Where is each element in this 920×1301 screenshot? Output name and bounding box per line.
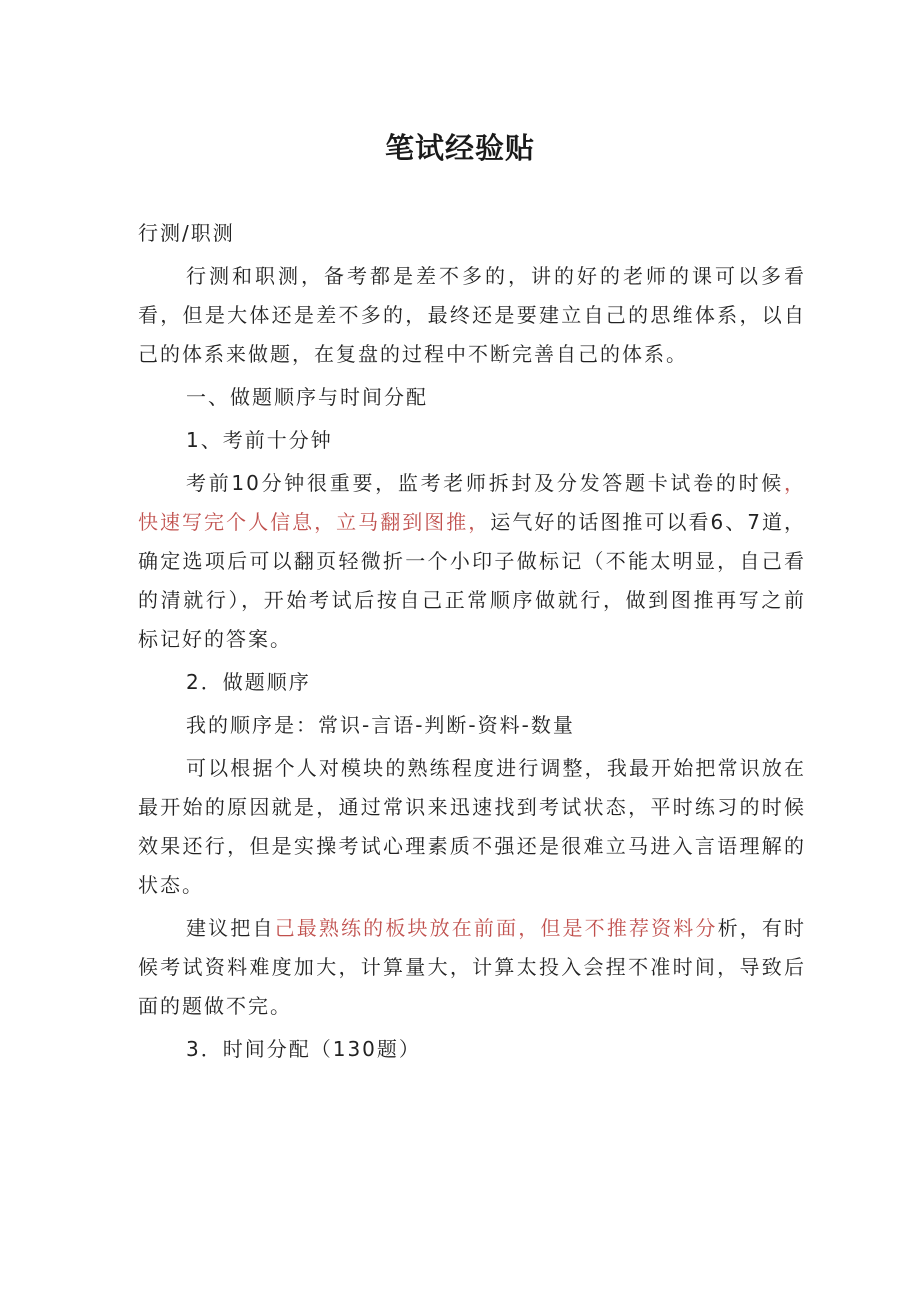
- document-body: [138, 214, 806, 1073]
- paragraph-ten-minutes-text-b: 运气好的话图推可以看6、7道，确定选项后可以翻页轻微折一个小印子做标记（不能太明显，自己看的清就行），开始考试后按自己正常顺序做就行，做到图推再写之前标记好的答案。: [138, 510, 807, 651]
- page-title: 笔试经验贴: [384, 131, 535, 165]
- paragraph-ten-minutes-text-a: 考前10分钟很重要，监考老师拆封及分发答题卡试卷的时候: [186, 471, 784, 495]
- paragraph-suggestion: [138, 909, 806, 1026]
- paragraph-ten-minutes-highlight: ，快速写完个人信息，立马翻到图推，: [138, 471, 806, 534]
- paragraph-adjust-order: 可以根据个人对模块的熟练程度进行调整，我最开始把常识放在最开始的原因就是，通过常识来迅速找到考试状态，平时练习的时候效果还行，但是实操考试心理素质不强还是很难立马进入言语理解的状态。: [138, 756, 806, 897]
- heading-ten-minutes: 1、考前十分钟: [186, 428, 333, 452]
- paragraph-ten-minutes: [138, 464, 806, 659]
- section-heading: 行测/职测: [138, 221, 235, 245]
- paragraph-my-order: 我的顺序是：常识-言语-判断-资料-数量: [186, 713, 575, 737]
- paragraph-intro: 行测和职测，备考都是差不多的，讲的好的老师的课可以多看看，但是大体还是差不多的，最终还是要建立自己的思维体系，以自己的体系来做题，在复盘的过程中不断完善自己的体系。: [138, 264, 806, 366]
- paragraph-suggestion-text-b: 析，有时候考试资料难度加大，计算量大，计算太投入会捏不准时间，导致后面的题做不完。: [138, 916, 807, 1018]
- heading-order-and-time: 一、做题顺序与时间分配: [186, 385, 428, 409]
- paragraph-suggestion-text-a: 建议把自: [186, 916, 275, 940]
- heading-time-allocation: 3．时间分配（130题）: [186, 1037, 421, 1061]
- paragraph-suggestion-highlight: 己最熟练的板块放在前面，但是不推荐资料分: [274, 916, 718, 940]
- heading-answer-order: 2．做题顺序: [186, 670, 311, 694]
